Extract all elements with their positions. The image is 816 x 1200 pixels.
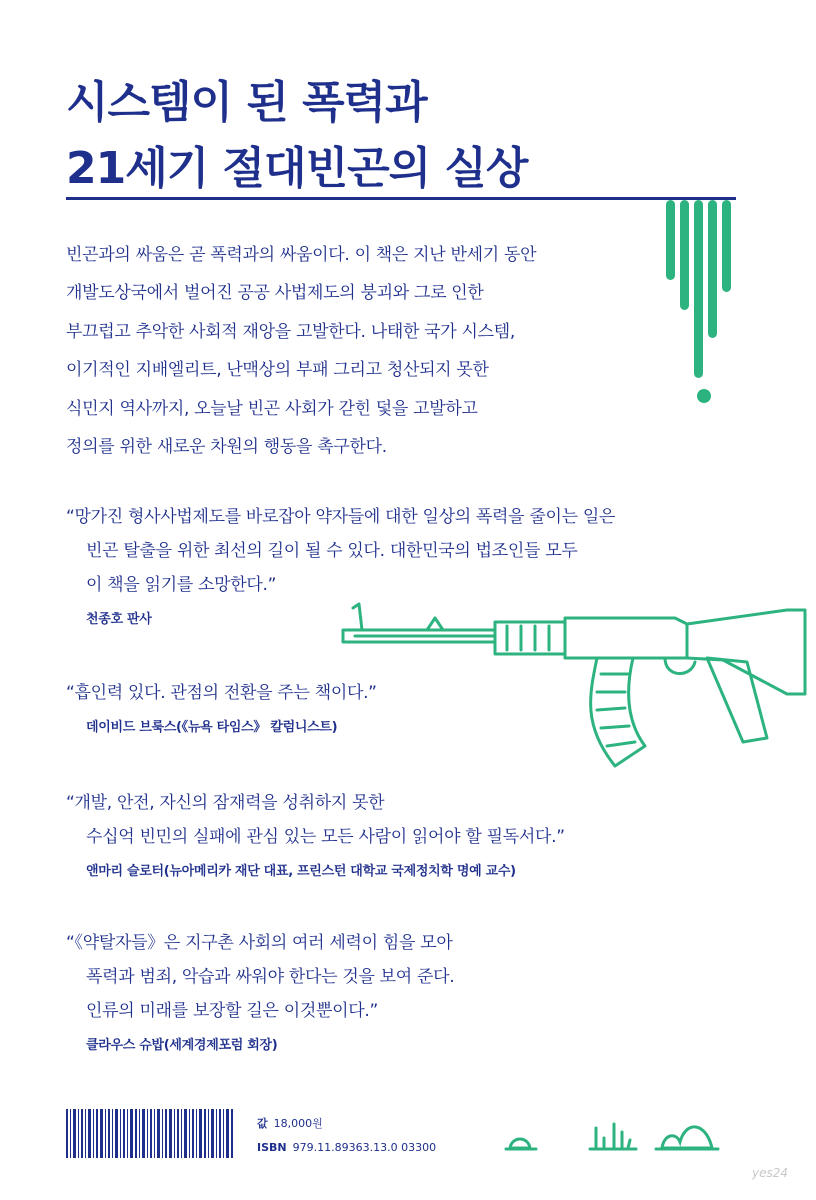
quote-line: 수십억 빈민의 실패에 관심 있는 모든 사람이 읽어야 할 필독서다.” (86, 827, 565, 847)
quote-line: “흡인력 있다. 관점의 전환을 주는 책이다.” (66, 683, 377, 703)
price-label: 값 (257, 1117, 268, 1130)
price-line (257, 1112, 436, 1136)
intro-line: 이기적인 지배엘리트, 난맥상의 부패 그리고 청산되지 못한 (66, 360, 489, 381)
dripping-exclamation-icon (660, 196, 740, 406)
intro-line: 부끄럽고 추악한 사회적 재앙을 고발한다. 나태한 국가 시스템, (66, 321, 515, 342)
intro-paragraph (66, 236, 666, 466)
title-line-2: 21세기 절대빈곤의 실상 (66, 143, 528, 194)
quote-attribution: 클라우스 슈밥(세계경제포럼 회장) (86, 1038, 278, 1053)
quote-line: 인류의 미래를 보장할 길은 이것뿐이다.” (86, 1001, 378, 1021)
endorsement-quote (66, 676, 377, 735)
title-line-1: 시스템이 된 폭력과 (66, 77, 427, 128)
rifle-illustration (335, 596, 815, 778)
watermark: yes24 (752, 1166, 789, 1180)
intro-line: 정의를 위한 새로운 차원의 행동을 촉구한다. (66, 437, 387, 458)
endorsement-quote (66, 926, 454, 1053)
isbn-value: 979.11.89363.13.0 03300 (292, 1141, 437, 1154)
quote-attribution: 천종호 판사 (86, 612, 152, 627)
quote-line: 빈곤 탈출을 위한 최선의 길이 될 수 있다. 대한민국의 법조인들 모두 (86, 541, 578, 561)
book-title (66, 70, 527, 202)
endorsement-quote (66, 786, 565, 879)
grass-and-hills-illustration (500, 1114, 740, 1154)
title-divider (66, 197, 736, 200)
barcode (66, 1109, 234, 1158)
intro-line: 식민지 역사까지, 오늘날 빈곤 사회가 갇힌 덫을 고발하고 (66, 398, 478, 419)
isbn-line (257, 1136, 436, 1160)
quote-line: “망가진 형사사법제도를 바로잡아 약자들에 대한 일상의 폭력을 줄이는 일은 (66, 507, 616, 527)
intro-line: 빈곤과의 싸움은 곧 폭력과의 싸움이다. 이 책은 지난 반세기 동안 (66, 245, 537, 265)
price-info (257, 1112, 436, 1160)
quote-attribution: 앤마리 슬로터(뉴아메리카 재단 대표, 프린스턴 대학교 국제정치학 명예 교수) (86, 864, 516, 879)
quote-line: “《약탈자들》은 지구촌 사회의 여러 세력이 힘을 모아 (66, 933, 453, 953)
intro-line: 개발도상국에서 벌어진 공공 사법제도의 붕괴와 그로 인한 (66, 283, 484, 304)
quote-attribution: 데이비드 브룩스(《뉴욕 타임스》 칼럼니스트) (86, 720, 338, 735)
quote-line: 폭력과 범죄, 악습과 싸워야 한다는 것을 보여 준다. (86, 967, 455, 987)
isbn-label: ISBN (257, 1141, 287, 1154)
quote-line: 이 책을 읽기를 소망한다.” (86, 575, 277, 595)
quote-line: “개발, 안전, 자신의 잠재력을 성취하지 못한 (66, 793, 385, 813)
price-value: 18,000원 (273, 1117, 323, 1130)
